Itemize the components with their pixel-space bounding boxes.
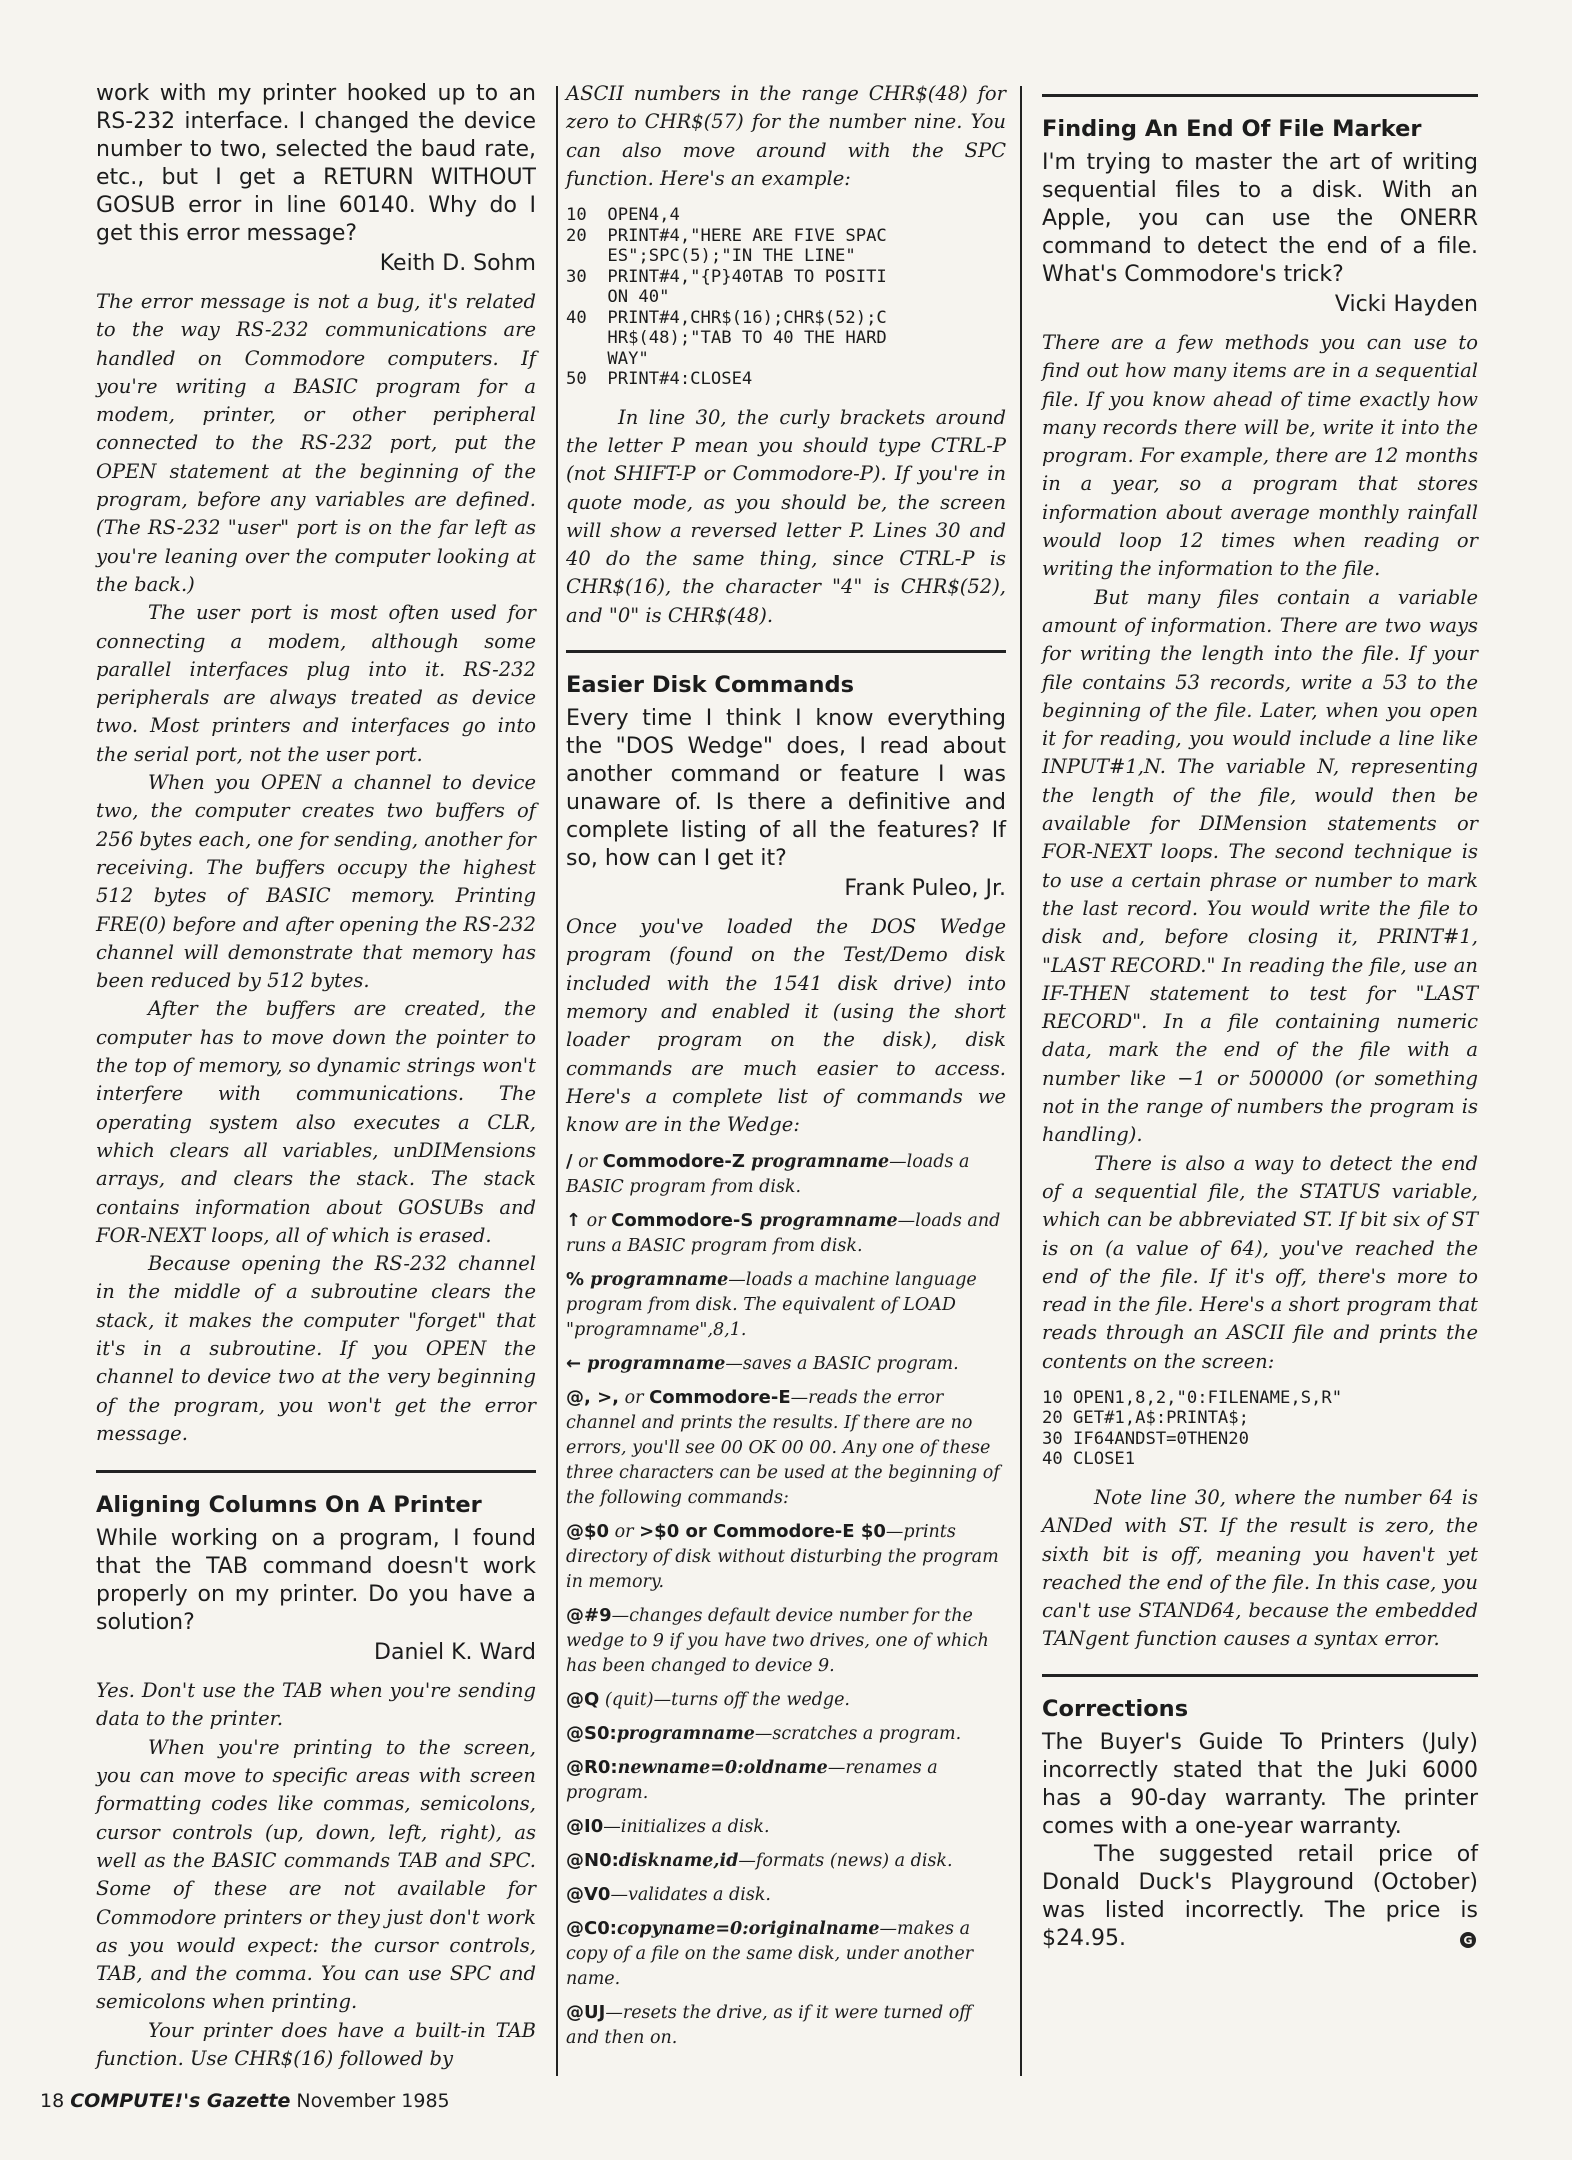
command-desc: —loads and runs a BASIC program from disk. xyxy=(566,1211,1001,1257)
wedge-command xyxy=(566,1603,1006,1679)
command-desc: —formats (news) a disk. xyxy=(738,1851,953,1872)
answer-paragraph: Once you've loaded the DOS Wedge program (found on the Test/Demo disk included with the 1541 disk drive) into memory and enabled it (using the short loader program on the disk), disk commands are much easier to access. Here's a complete list of commands we know are in the Wedge: xyxy=(566,915,1006,1137)
column-rule xyxy=(1020,86,1022,2076)
command-desc: —validates a disk. xyxy=(610,1885,771,1906)
section-divider xyxy=(1042,94,1478,97)
command-key: @$0 xyxy=(566,1521,610,1543)
command-key: @R0: xyxy=(566,1757,618,1779)
wedge-command xyxy=(566,1755,1006,1806)
wedge-command xyxy=(566,1814,1006,1840)
code-listing: 10 OPEN4,4 20 PRINT#4,"HERE ARE FIVE SPAC ES";SPC(5);"IN THE LINE" 30 PRINT#4,"{P}40TAB TO POSITI ON 40" 40 PRINT#4,CHR$(16);CHR$(52);C HR$(48);"TAB TO 40 THE HARD WAY" 50 PRINT#4:CLOSE4 xyxy=(566,205,887,390)
letter-text: work with my printer hooked up to an RS-232 interface. I changed the device number to two, selected the baud rate, etc., but I get a RETURN WITHOUT GOSUB error in line 60140. Why do I get this error message? xyxy=(96,81,536,246)
command-key: @Q xyxy=(566,1689,600,1711)
command-key: @I0 xyxy=(566,1816,604,1838)
command-key: % xyxy=(566,1269,585,1291)
command-key: @V0 xyxy=(566,1884,611,1906)
answer-paragraph: But many files contain a variable amount of information. There are two ways for writing the length into the file. If your file contains 53 records, write a 53 to the beginning of the file. Later, when you open it for reading, you would include a line like INPUT#1,N. The variable N, representing the length of the file, would then be available for DIMension statements or FOR-NEXT loops. The second technique is to use a certain phrase or number to mark the last record. You would write the file to disk and, before closing it, PRINT#1, "LAST RECORD." In reading the file, use an IF-THEN statement to test for "LAST RECORD". In a file containing numeric data, mark the end of the file with a number like −1 or 500000 (or something not in the range of numbers the program is handling). xyxy=(1042,585,1478,1147)
command-key: @, >, xyxy=(566,1387,620,1409)
wedge-command xyxy=(566,1208,1006,1259)
answer-paragraph: Your printer does have a built-in TAB function. Use CHR$(16) followed by xyxy=(96,2018,536,2071)
letter-text: Every time I think I know everything the "DOS Wedge" does, I read about another command or feature I was unaware of. Is there a definitive and complete listing of all the features? If so, how can I get it? xyxy=(566,706,1006,872)
command-arg: programname xyxy=(581,1354,726,1375)
answer-paragraph: Because opening the RS-232 channel in the middle of a subroutine clears the stack, it makes the computer "forget" that it's in a subroutine. If you OPEN the channel to device two at the very beginning of the program, you won't get the error message. xyxy=(96,1252,536,1445)
command-arg: diskname,id xyxy=(618,1851,739,1872)
command-mid: or xyxy=(572,1152,603,1173)
letter-text: I'm trying to master the art of writing sequential files to a disk. With an Apple, you can use the ONERR command to detect the end of a file. What's Commodore's trick? xyxy=(1042,150,1478,287)
answer-paragraph: Note line 30, where the number 64 is ANDed with ST. If the result is zero, the sixth bit is off, meaning you haven't yet reached the end of the file. In this case, you can't use STAND64, because the embedded TANgent function causes a syntax error. xyxy=(1042,1485,1478,1651)
command-key: @#9 xyxy=(566,1605,612,1627)
command-mid: or xyxy=(581,1211,612,1232)
section-heading: Corrections xyxy=(1042,1695,1189,1722)
command-desc: —loads a BASIC program from disk. xyxy=(566,1152,970,1198)
section-heading: Easier Disk Commands xyxy=(566,672,854,699)
page-number: 18 xyxy=(40,2090,65,2112)
section-divider xyxy=(566,650,1006,653)
command-list xyxy=(566,1149,1006,2051)
wedge-command xyxy=(566,1351,1006,1377)
answer-paragraph: ASCII numbers in the range CHR$(48) for zero to CHR$(57) for the number nine. You can also move around with the SPC function. Here's an example: xyxy=(566,82,1006,190)
command-arg: programname xyxy=(753,1211,898,1232)
wedge-command xyxy=(566,1519,1006,1595)
command-key: ← xyxy=(566,1353,582,1375)
command-mid: or xyxy=(609,1522,640,1543)
wedge-command xyxy=(566,1385,1006,1511)
wedge-command xyxy=(566,2000,1006,2051)
command-key: @C0: xyxy=(566,1918,617,1940)
command-mid: or xyxy=(619,1388,650,1409)
wedge-command xyxy=(566,1721,1006,1747)
command-desc: —scratches a program. xyxy=(754,1724,962,1745)
correction-paragraph: The Buyer's Guide To Printers (July) incorrectly stated that the Juki 6000 has a 90-day warranty. The printer comes with a one-year warranty. xyxy=(1042,1729,1478,1839)
section-divider xyxy=(1042,1674,1478,1677)
command-desc: (quit)—turns off the wedge. xyxy=(599,1690,850,1711)
column-1 xyxy=(96,80,536,2073)
command-key2: Commodore-Z xyxy=(602,1151,745,1173)
answer-paragraph: Yes. Don't use the TAB when you're sending data to the printer. xyxy=(96,1679,536,1731)
command-key: @N0: xyxy=(566,1850,619,1872)
command-desc: —resets the drive, as if it were turned off and then on. xyxy=(566,2003,972,2049)
answer-paragraph: When you OPEN a channel to device two, the computer creates two buffers of 256 bytes each, one for sending, another for receiving. The buffers occupy the highest 512 bytes of BASIC memory. Printing FRE(0) before and after opening the RS-232 channel will demonstrate that memory has been reduced by 512 bytes. xyxy=(96,771,536,993)
command-arg: programname xyxy=(616,1724,755,1745)
section-heading: Finding An End Of File Marker xyxy=(1042,116,1422,142)
section-heading: Aligning Columns On A Printer xyxy=(96,1492,482,1519)
letter-text: While working on a program, I found that the TAB command doesn't work properly on my printer. Do you have a solution? xyxy=(96,1526,536,1636)
correction-text: The suggested retail price of Donald Duck's Playground (October) was listed incorrectly. The price is $24.95. xyxy=(1042,1841,1478,1951)
command-desc: —loads a machine language program from disk. The equivalent of LOAD "programname",8,1. xyxy=(566,1270,977,1341)
command-key: @S0: xyxy=(566,1723,617,1745)
answer-paragraph: The error message is not a bug, it's related to the way RS-232 communications are handled on Commodore computers. If you're writing a BASIC program for a modem, printer, or other peripheral connected to the RS-232 port, put the OPEN statement at the beginning of the program, before any variables are defined. (The RS-232 "user" port is on the far left as you're leaning over the computer looking at the back.) xyxy=(96,290,536,596)
svg-text:G: G xyxy=(1463,1933,1473,1947)
wedge-command xyxy=(566,1149,1006,1200)
wedge-command xyxy=(566,1848,1006,1874)
column-3 xyxy=(1042,94,1478,1957)
command-arg: copyname=0:originalname xyxy=(616,1919,880,1940)
answer-paragraph: After the buffers are created, the computer has to move down the pointer to the top of memory, so dynamic strings won't interfere with communications. The operating system also executes a CLR, which clears all variables, unDIMensions arrays, and clears the stack. The stack contains information about GOSUBs and FOR-NEXT loops, all of which is erased. xyxy=(96,997,536,1247)
command-desc: —changes default device number for the wedge to 9 if you have two drives, one of which has been changed to device 9. xyxy=(566,1606,989,1677)
section-divider xyxy=(96,1470,536,1473)
command-key2: Commodore-E xyxy=(649,1387,791,1409)
code-listing: 10 OPEN1,8,2,"0:FILENAME,S,R" 20 GET#1,A$:PRINTA$; 30 IF64ANDST=0THEN20 40 CLOSE1 xyxy=(1042,1387,1343,1470)
signature: Daniel K. Ward xyxy=(374,1640,536,1666)
command-key2: Commodore-S xyxy=(611,1210,754,1232)
command-arg: programname xyxy=(744,1152,890,1173)
wedge-command xyxy=(566,1916,1006,1992)
wedge-command xyxy=(566,1882,1006,1908)
wedge-command xyxy=(566,1687,1006,1713)
command-desc: —reads the error channel and prints the results. If there are no errors, you'll see 00 OK 00 00. Any one of these three characters can be used at the beginning of the following commands: xyxy=(566,1388,1000,1509)
signature: Frank Puleo, Jr. xyxy=(844,876,1006,902)
answer-paragraph: There are a few methods you can use to find out how many items are in a sequential file. If you know ahead of time exactly how many records there will be, write it into the program. For example, there are 12 months in a year, so a program that stores information about average monthly rainfall would loop 12 times when reading or writing the information to the file. xyxy=(1042,331,1478,581)
command-key: @UJ xyxy=(566,2002,606,2024)
command-arg: programname xyxy=(584,1270,729,1291)
command-desc: —saves a BASIC program. xyxy=(725,1354,959,1375)
command-key: / xyxy=(566,1151,573,1173)
end-mark-icon xyxy=(1406,1929,1478,1957)
answer-paragraph: There is also a way to detect the end of a sequential file, the STATUS variable, which can be abbreviated ST. If bit six of ST is on (a value of 64), you've reached the end of the file. If it's off, there's more to read in the file. Here's a short program that reads through an ASCII file and prints the contents on the screen: xyxy=(1042,1151,1478,1373)
issue-date: November 1985 xyxy=(296,2090,450,2112)
page-footer xyxy=(40,2090,450,2112)
column-rule xyxy=(556,86,558,2076)
command-desc: —renames a program. xyxy=(566,1758,938,1804)
command-desc: —initializes a disk. xyxy=(603,1817,770,1838)
magazine-name: COMPUTE!'s Gazette xyxy=(70,2090,291,2112)
command-arg: newname=0:oldname xyxy=(617,1758,828,1779)
signature: Vicki Hayden xyxy=(1334,292,1478,317)
command-desc: —makes a copy of a file on the same disk, under another name. xyxy=(566,1919,974,1990)
answer-paragraph: When you're printing to the screen, you can move to specific areas with screen formatting codes like commas, semicolons, cursor controls (up, down, left, right), as well as the BASIC commands TAB and SPC. Some of these are not available for Commodore printers or they just don't work as you would expect: the cursor controls, TAB, and the comma. You can use SPC and semicolons when printing. xyxy=(96,1735,536,2014)
signature: Keith D. Sohm xyxy=(379,251,536,276)
command-key2: >$0 or Commodore-E $0 xyxy=(639,1521,886,1543)
command-desc: —prints directory of disk without disturbing the program in memory. xyxy=(566,1522,999,1593)
column-2 xyxy=(566,80,1006,2059)
correction-paragraph xyxy=(1042,1841,1478,1953)
command-key: ↑ xyxy=(566,1210,582,1232)
answer-paragraph: The user port is most often used for connecting a modem, although some parallel interfaces plug into it. RS-232 peripherals are always treated as device two. Most printers and interfaces go into the serial port, not the user port. xyxy=(96,601,536,766)
answer-paragraph: In line 30, the curly brackets around the letter P mean you should type CTRL-P (not SHIFT-P or Commodore-P). If you're in quote mode, as you should be, the screen will show a reversed letter P. Lines 30 and 40 do the same thing, since CTRL-P is CHR$(16), the character "4" is CHR$(52), and "0" is CHR$(48). xyxy=(566,405,1006,627)
wedge-command xyxy=(566,1267,1006,1343)
